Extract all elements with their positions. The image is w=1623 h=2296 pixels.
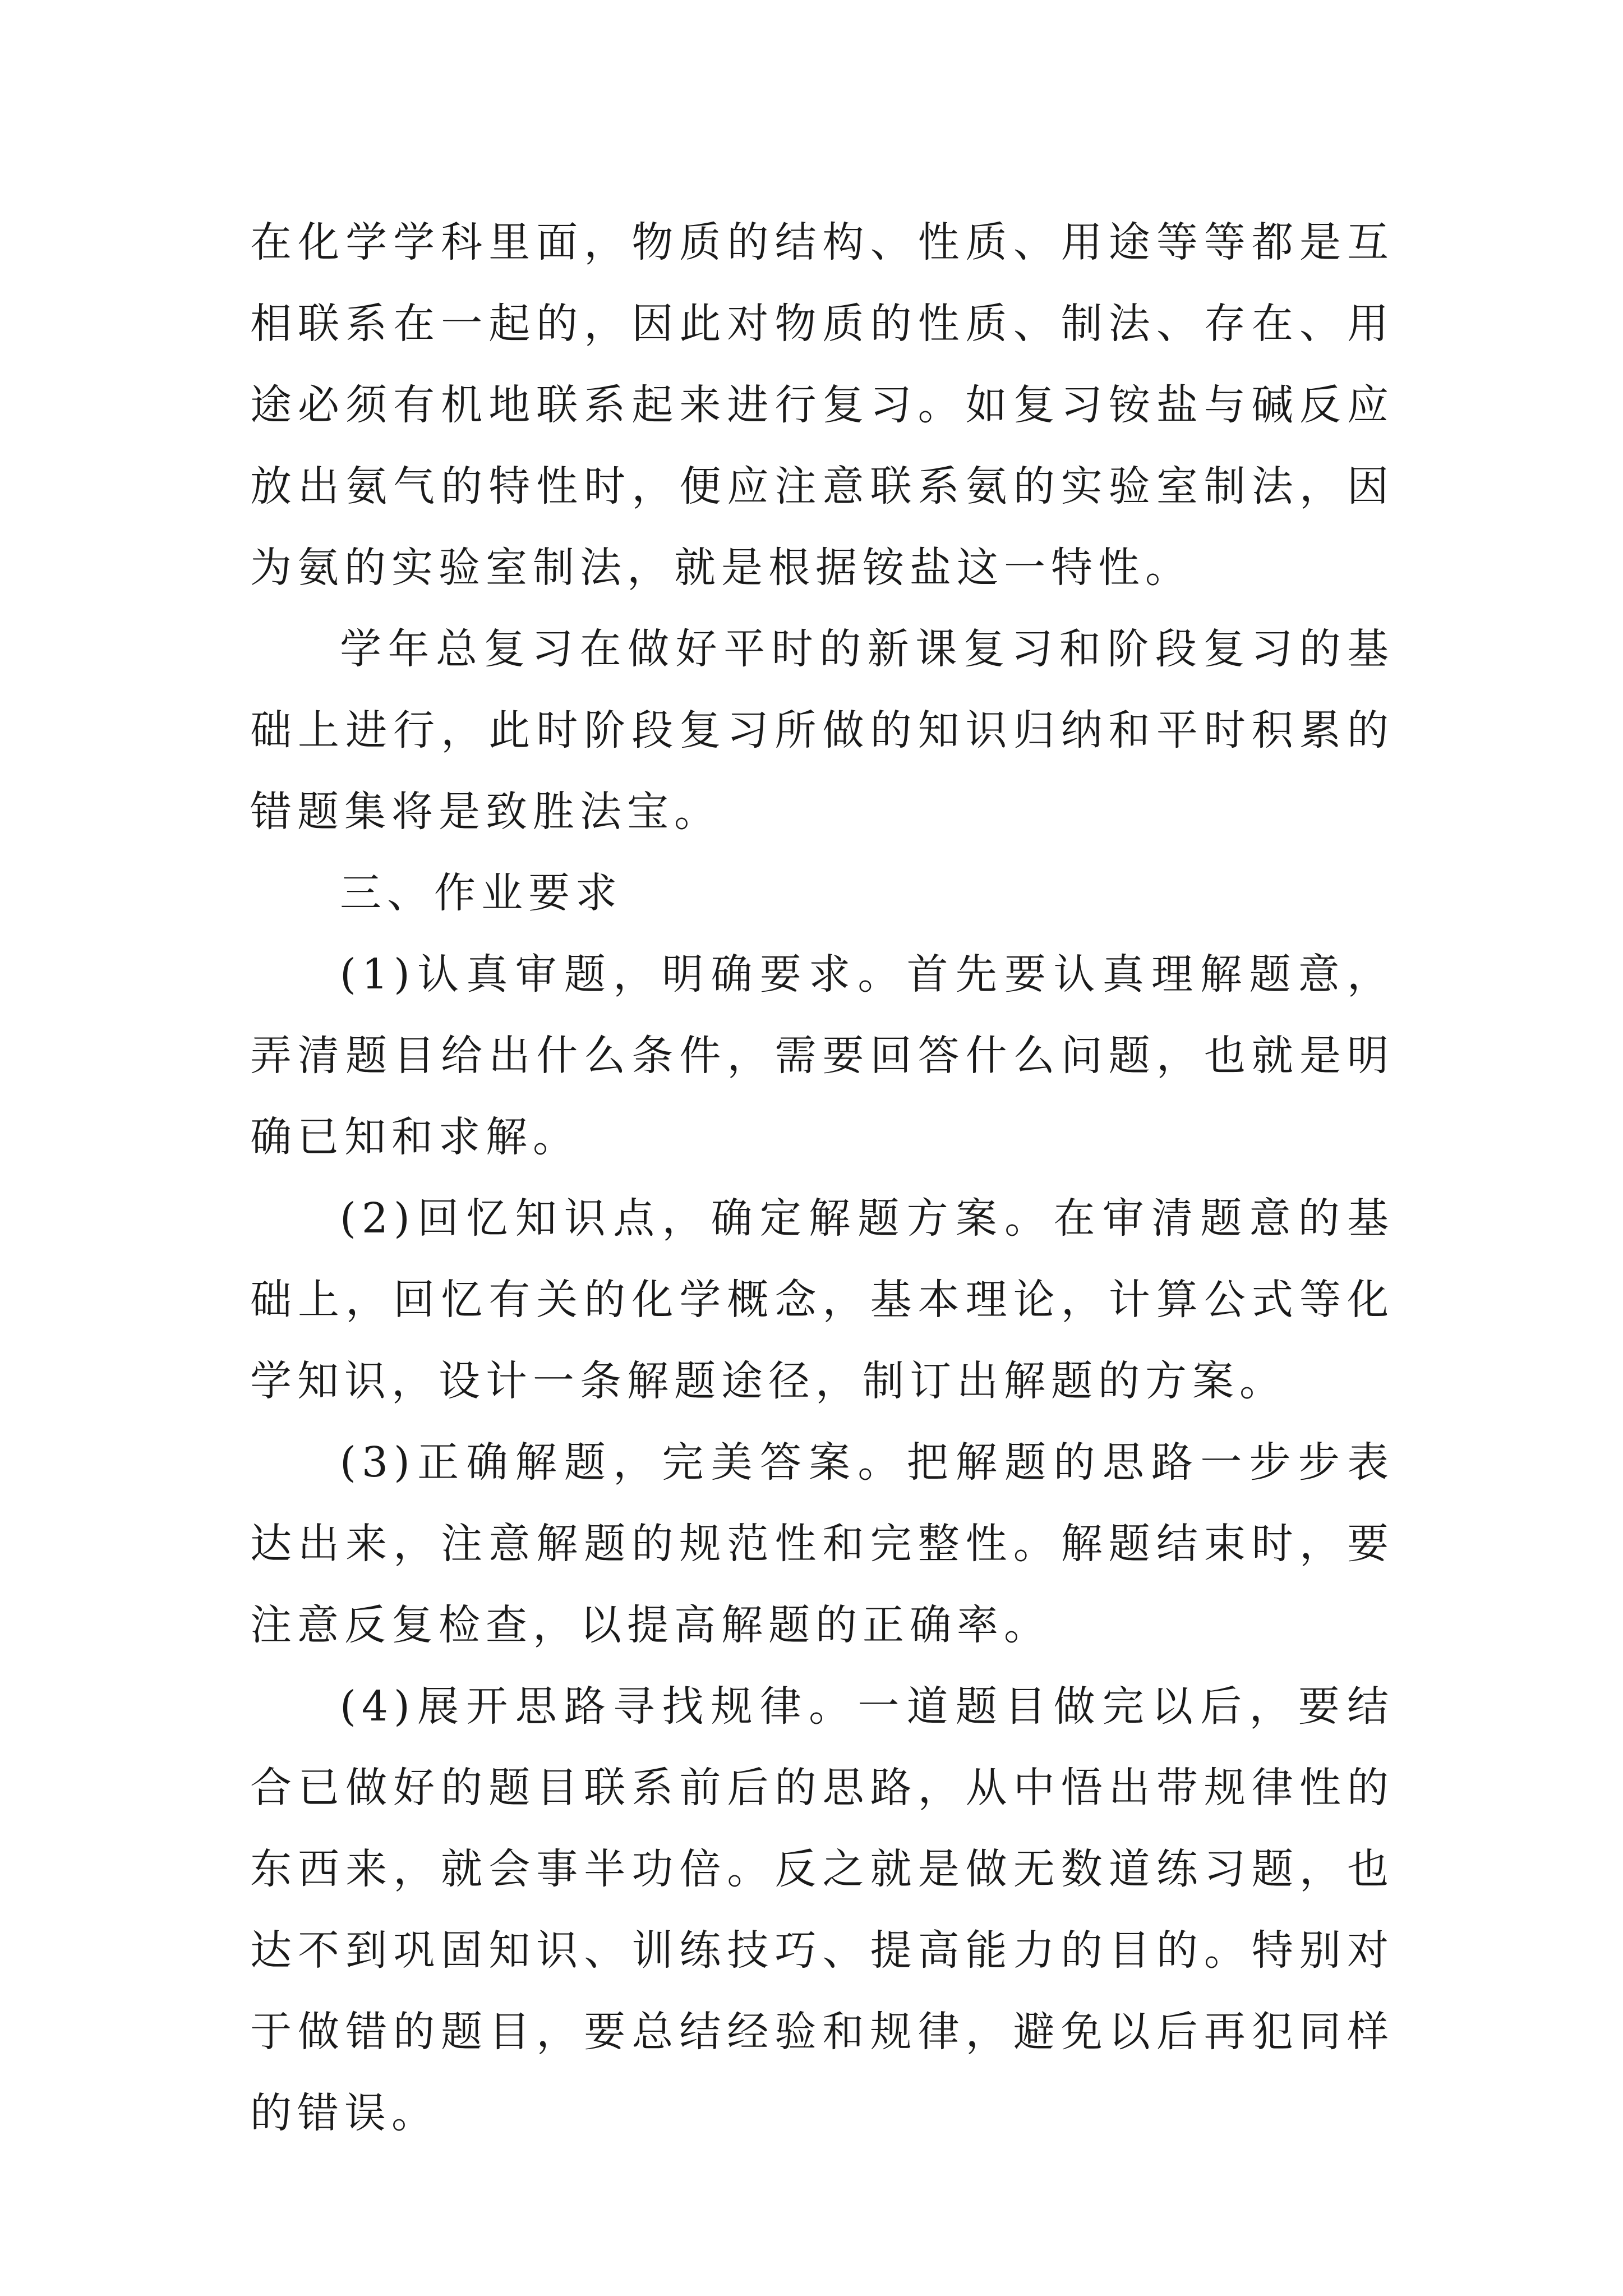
list-item-4-find-patterns: (4)展开思路寻找规律。一道题目做完以后，要结合已做好的题目联系前后的思路，从中悟出带规律性的东西来，就会事半功倍。反之就是做无数道练习题，也达不到巩固知识、训练技巧、提高能力的目的。特别对于做错的题目，要总结经验和规律，避免以后再犯同样的错误。 <box>250 1682 1394 2137</box>
list-item-1-careful-reading: (1)认真审题，明确要求。首先要认真理解题意，弄清题目给出什么条件，需要回答什么问题，也就是明确已知和求解。 <box>250 950 1394 1161</box>
paragraph-annual-review: 学年总复习在做好平时的新课复习和阶段复习的基础上进行，此时阶段复习所做的知识归纳和平时积累的错题集将是致胜法宝。 <box>250 625 1394 836</box>
section-heading-homework-requirements: 三、作业要求 <box>340 869 623 917</box>
list-item-3-correct-solution: (3)正确解题，完美答案。把解题的思路一步步表达出来，注意解题的规范性和完整性。解题结束时，要注意反复检查，以提高解题的正确率。 <box>250 1438 1394 1649</box>
document-body <box>250 202 1394 2154</box>
paragraph-structure-properties: 在化学学科里面，物质的结构、性质、用途等等都是互相联系在一起的，因此对物质的性质、制法、存在、用途必须有机地联系起来进行复习。如复习铵盐与碱反应放出氨气的特性时，便应注意联系氨的实验室制法，因为氨的实验室制法，就是根据铵盐这一特性。 <box>250 218 1394 592</box>
list-item-2-recall-knowledge: (2)回忆知识点，确定解题方案。在审清题意的基础上，回忆有关的化学概念，基本理论，计算公式等化学知识，设计一条解题途径，制订出解题的方案。 <box>250 1194 1394 1405</box>
